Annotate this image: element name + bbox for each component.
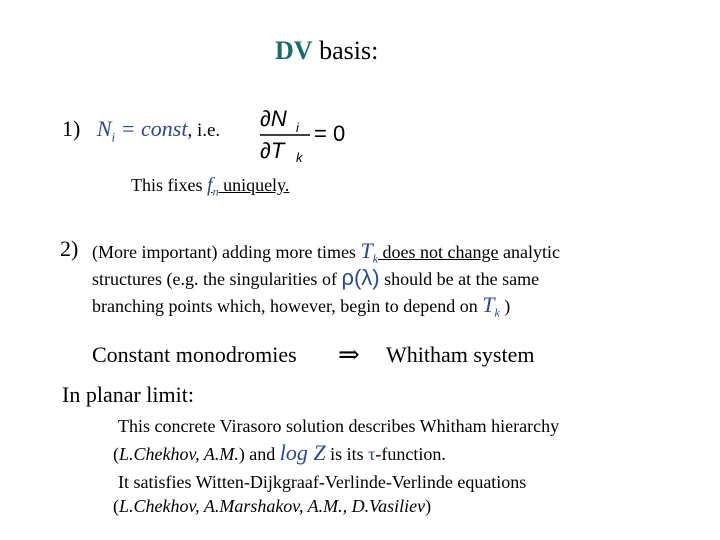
- item-1-number: 1): [62, 116, 81, 141]
- l1-tk-sub: k: [372, 251, 379, 266]
- item-1: [62, 116, 220, 145]
- l3-tk: T: [482, 292, 495, 317]
- item-1-var-n: N: [96, 116, 112, 141]
- frac-numerator: ∂N: [260, 106, 287, 131]
- l1-tk: T: [360, 238, 373, 263]
- partial-derivative-fraction: [258, 102, 348, 162]
- item-2-number: 2): [60, 236, 79, 261]
- p4-authors: L.Chekhov, A.Marshakov, A.M., D.Vasiliev: [119, 496, 426, 516]
- l1-does-not-change: does not change: [378, 242, 499, 262]
- item-1-eq: = const: [115, 116, 188, 141]
- planar-heading: In planar limit:: [62, 382, 194, 407]
- l2-pre: structures (e.g. the singularities of: [92, 269, 342, 289]
- item-2-line-3: [92, 292, 510, 321]
- planar-line-2: [113, 440, 446, 466]
- title-rest: basis:: [312, 36, 379, 65]
- slide-title: [275, 36, 378, 66]
- item-1-var: [96, 116, 116, 145]
- planar-line-1: This concrete Virasoro solution describes Whitham hierarchy: [118, 416, 560, 436]
- item-1-ie: , i.e.: [187, 120, 221, 141]
- fixes-fn-sub: n: [212, 184, 219, 199]
- title-dv: DV: [275, 36, 313, 65]
- l2-rho: ρ(λ): [341, 265, 380, 290]
- l3-post: ): [499, 296, 511, 316]
- l3-tk-sub: k: [494, 305, 500, 320]
- fixes-pre: This fixes: [131, 175, 207, 195]
- planar-line-4: [113, 496, 431, 517]
- fixes-fn: f: [207, 174, 213, 196]
- fixes-line: [131, 174, 289, 200]
- p4-pre: (: [113, 496, 119, 516]
- frac-numerator-sub: i: [296, 120, 299, 135]
- item-1-var-sub: i: [111, 129, 116, 145]
- p4-post: ): [425, 496, 432, 516]
- item-2-line-2: [92, 265, 539, 291]
- p2-mid: ) and: [238, 444, 280, 464]
- frac-denominator: ∂T: [260, 138, 285, 162]
- fixes-post: uniquely.: [218, 175, 290, 195]
- p2-pre: (: [113, 444, 119, 464]
- l2-post: should be at the same: [379, 269, 540, 289]
- p2-post: -function.: [375, 444, 446, 464]
- l1-pre: (More important) adding more times: [92, 242, 361, 262]
- p2-logz: log Z: [279, 440, 326, 465]
- whitham-system-label: Whitham system: [386, 342, 535, 367]
- frac-denominator-sub: k: [296, 150, 303, 162]
- frac-rhs: = 0: [314, 121, 346, 146]
- fixes-underlined: [207, 174, 290, 199]
- l1-post: analytic: [498, 242, 560, 262]
- p2-is: is its: [325, 444, 369, 464]
- implies-arrow-icon: ⇒: [338, 340, 360, 369]
- monodromies-label: Constant monodromies: [92, 342, 297, 367]
- planar-line-3: It satisfies Witten-Dijkgraaf-Verlinde-Verlinde equations: [118, 472, 527, 492]
- item-2-line-1: [92, 238, 560, 267]
- l3-pre: branching points which, however, begin to depend on: [92, 296, 483, 316]
- p2-authors: L.Chekhov, A.M.: [119, 444, 239, 464]
- tau-icon: τ: [368, 444, 376, 464]
